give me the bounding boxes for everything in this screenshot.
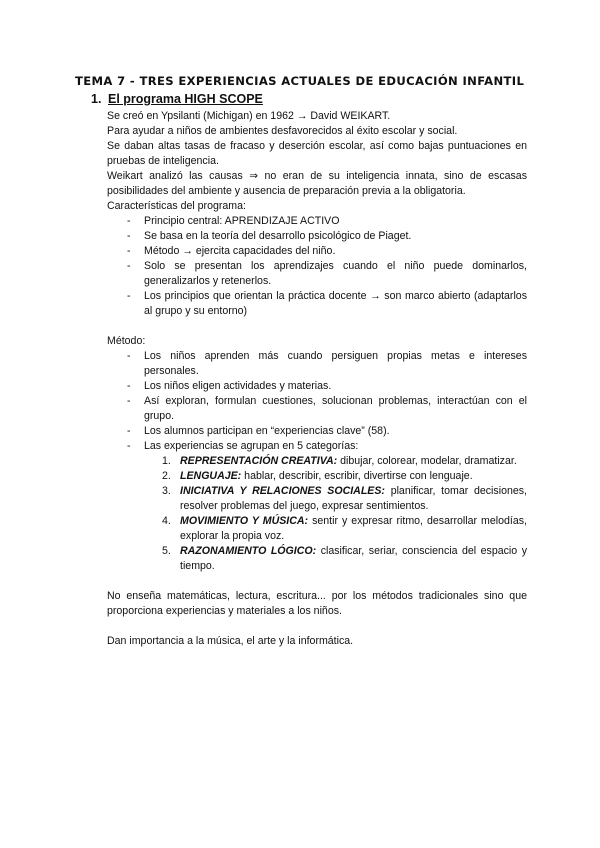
- list-marker: -: [127, 290, 131, 302]
- categoria-number: 3.: [162, 485, 171, 497]
- list-marker: -: [127, 230, 131, 242]
- categoria-title: RAZONAMIENTO LÓGICO:: [180, 545, 317, 557]
- spacer: [107, 574, 527, 589]
- list-item-text: Método → ejercita capacidades del niño.: [144, 245, 336, 257]
- list-item-text: Solo se presentan los aprendizajes cuando el niño puede dominarlos, generalizarlos y retenerlos.: [144, 260, 527, 287]
- closing-paragraph: Dan importancia a la música, el arte y la informática.: [107, 635, 354, 647]
- metodo-label: Método:: [107, 335, 146, 347]
- categoria-number: 1.: [162, 455, 171, 467]
- list-item-text: Los niños aprenden más cuando persiguen propias metas e intereses personales.: [144, 350, 527, 377]
- intro-paragraph: Se daban altas tasas de fracaso y deserción escolar, así como bajas puntuaciones en pruebas de inteligencia.: [107, 140, 527, 167]
- categoria-number: 4.: [162, 515, 171, 527]
- list-item-text: Los principios que orientan la práctica docente → son marco abierto (adaptarlos al grupo y su entorno): [144, 290, 527, 317]
- categoria-title: LENGUAJE:: [180, 470, 242, 482]
- list-marker: -: [127, 350, 131, 362]
- caracteristicas-list: [107, 214, 527, 319]
- categoria-text: dibujar, colorear, modelar, dramatizar.: [340, 455, 517, 467]
- list-item-text: Los alumnos participan en “experiencias clave” (58).: [144, 425, 390, 437]
- list-item: [107, 394, 527, 424]
- list-item-text: Así exploran, formulan cuestiones, solucionan problemas, interactúan con el grupo.: [144, 395, 527, 422]
- categoria-item: [107, 484, 527, 514]
- list-item: [107, 259, 527, 289]
- section-title: El programa HIGH SCOPE: [108, 92, 263, 106]
- list-item: [107, 379, 527, 394]
- list-marker: -: [127, 380, 131, 392]
- list-marker: -: [127, 395, 131, 407]
- categorias-list: [107, 454, 527, 574]
- categoria-text: planificar, tomar decisiones, resolver problemas del juego, expresar sentimientos.: [180, 485, 527, 512]
- list-item: [107, 214, 527, 229]
- spacer: [107, 619, 527, 634]
- section-number: 1.: [91, 92, 102, 106]
- caracteristicas-label: Características del programa:: [107, 200, 246, 212]
- intro-paragraph: Se creó en Ypsilanti (Michigan) en 1962 → David WEIKART.: [107, 110, 391, 122]
- list-marker: -: [127, 425, 131, 437]
- list-item: [107, 424, 527, 439]
- categoria-item: [107, 544, 527, 574]
- categoria-item: [107, 454, 527, 469]
- list-item: [107, 289, 527, 319]
- categoria-item: [107, 469, 527, 484]
- categoria-text: hablar, describir, escribir, divertirse con lenguaje.: [244, 470, 473, 482]
- list-item-text: Los niños eligen actividades y materias.: [144, 380, 332, 392]
- page-title: TEMA 7 - TRES EXPERIENCIAS ACTUALES DE EDUCACIÓN INFANTIL: [75, 74, 525, 88]
- list-item: [107, 349, 527, 379]
- categoria-title: INICIATIVA Y RELACIONES SOCIALES:: [180, 485, 385, 497]
- categoria-text: clasificar, seriar, consciencia del espacio y tiempo.: [180, 545, 527, 572]
- intro-paragraph: Weikart analizó las causas ⇒ no eran de su inteligencia innata, sino de escasas posibilidades del ambiente y ausencia de preparación previa a la obligatoria.: [107, 170, 527, 197]
- categoria-number: 5.: [162, 545, 171, 557]
- list-item: [107, 244, 527, 259]
- list-marker: -: [127, 260, 131, 272]
- list-item: [107, 439, 527, 454]
- categoria-number: 2.: [162, 470, 171, 482]
- list-item-text: Se basa en la teoría del desarrollo psicológico de Piaget.: [144, 230, 412, 242]
- categoria-title: MOVIMIENTO Y MÚSICA:: [180, 515, 309, 527]
- list-item: [107, 229, 527, 244]
- categoria-item: [107, 514, 527, 544]
- list-marker: -: [127, 245, 131, 257]
- list-item-text: Principio central: APRENDIZAJE ACTIVO: [144, 215, 340, 227]
- categoria-title: REPRESENTACIÓN CREATIVA:: [180, 455, 338, 467]
- categoria-text: sentir y expresar ritmo, desarrollar melodías, explorar la propia voz.: [180, 515, 527, 542]
- closing-paragraph: No enseña matemáticas, lectura, escritura... por los métodos tradicionales sino que proporciona experiencias y materiales a los niños.: [107, 590, 527, 617]
- spacer: [107, 319, 527, 334]
- list-marker: -: [127, 440, 131, 452]
- list-marker: -: [127, 215, 131, 227]
- section-body: [107, 109, 527, 649]
- section-heading: [91, 92, 263, 106]
- metodo-list: [107, 349, 527, 454]
- list-item-text: Las experiencias se agrupan en 5 categorías:: [144, 440, 359, 452]
- intro-paragraph: Para ayudar a niños de ambientes desfavorecidos al éxito escolar y social.: [107, 125, 458, 137]
